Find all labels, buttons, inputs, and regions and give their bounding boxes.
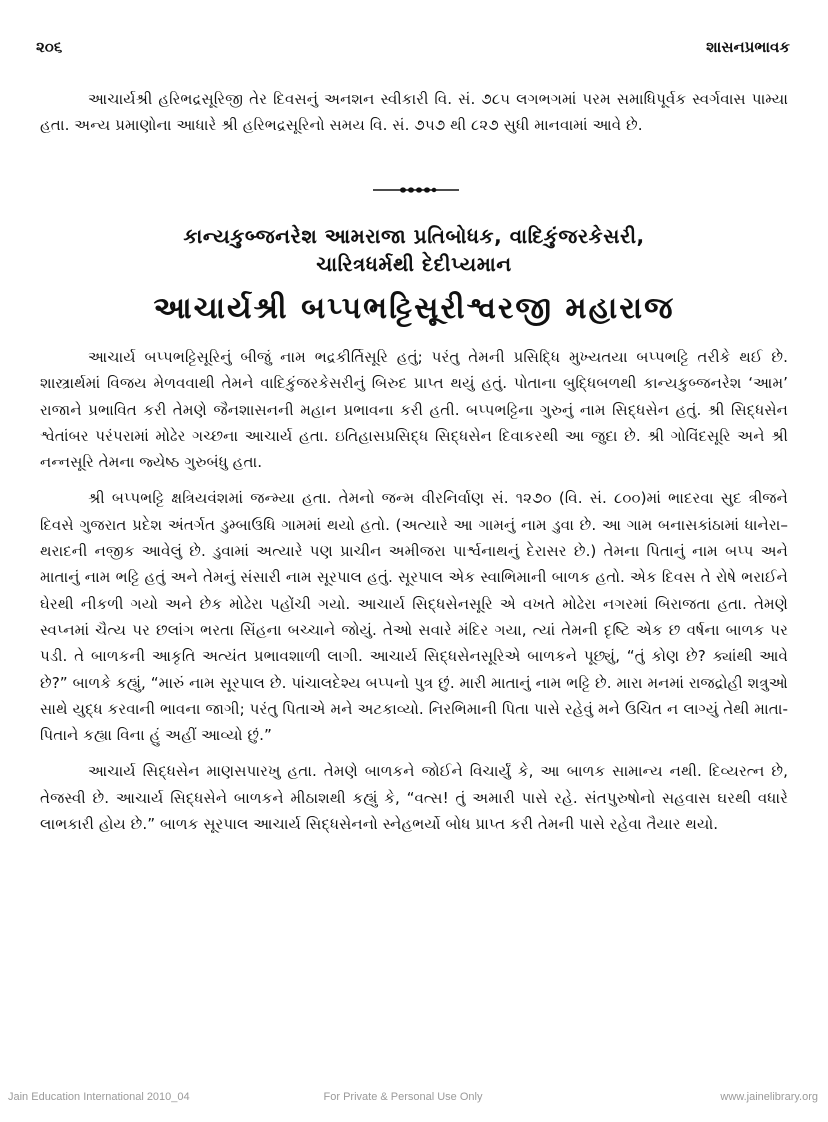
chapter-subtitle-line-1: કાન્યકુબ્જનરેશ આમરાજા પ્રતિબોધક, વાદિકુંજરકેસરી,	[183, 224, 645, 248]
running-title: શાસનપ્રભાવક	[706, 38, 790, 56]
intro-paragraph: આચાર્યશ્રી હરિભદ્રસૂરિજી તેર દિવસનું અનશન સ્વીકારી વિ. સં. ૭૮૫ લગભગમાં પરમ સમાધિપૂર્વક સ્વર્ગવાસ પામ્યા હતા. અન્ય પ્રમાણોના આધારે શ્રી હરિભદ્રસૂરિનો સમય વિ. સં. ૭૫૭ થી ૮૨૭ સુધી માનવામાં આવે છે.	[40, 90, 788, 135]
ornamental-divider-icon	[373, 184, 459, 196]
chapter-title: આચાર્યશ્રી બપ્પભટ્ટિસૂરીશ્વરજી મહારાજ	[153, 291, 675, 326]
footer-website-link[interactable]: www.jainelibrary.org	[720, 1091, 818, 1103]
intro-section	[40, 86, 788, 139]
body-paragraph-2: શ્રી બપ્પભટ્ટિ ક્ષત્રિયવંશમાં જન્મ્યા હતા. તેમનો જન્મ વીરનિર્વાણ સં. ૧૨૭૦ (વિ. સં. ૮૦૦)માં ભાદરવા સુદ ત્રીજને દિવસે ગુજરાત પ્રદેશ અંતર્ગત ડુમ્બાઉધિ ગામમાં થયો હતો. (અત્યારે આ ગામનું નામ ડુવા છે. આ ગામ બનાસકાંઠામાં ધાનેરા–થરાદની નજીક આવેલું છે. ડુવામાં અત્યારે પણ પ્રાચીન અમીજરા પાર્શ્વનાથનું દેરાસર છે.) તેમના પિતાનું નામ બપ્પ અને માતાનું નામ ભટ્ટિ હતું અને તેમનું સંસારી નામ સૂરપાલ હતું. સૂરપાલ એક સ્વાભિમાની બાળક હતો. એક દિવસ તે રોષે ભરાઈને ઘેરથી નીકળી ગયો અને છેક મોઢેરા પહોંચી ગયો. આચાર્ય સિદ્ધસેનસૂરિ એ વખતે મોઢેરા નગરમાં બિરાજતા હતા. તેમણે સ્વપ્નમાં ચૈત્ય પર છલાંગ ભરતા સિંહના બચ્ચાને જોયું. તેઓ સવારે મંદિર ગયા, ત્યાં તેમની દૃષ્ટિ એક છ વર્ષના બાળક પર પડી. તે બાળકની આકૃતિ અત્યંત પ્રભાવશાળી લાગી. આચાર્ય સિદ્ધસેનસૂરિએ બાળકને પૂછ્યું, “તું કોણ છે? ક્યાંથી આવે છે?” બાળકે કહ્યું, “મારું નામ સૂરપાલ છે. પાંચાલદેશ્ય બપ્પનો પુત્ર છું. મારી માતાનું નામ ભટ્ટિ છે. મારા મનમાં રાજદ્રોહી શત્રુઓ સાથે યુદ્ધ કરવાની ભાવના જાગી; પરંતુ પિતાએ મને અટકાવ્યો. નિરભિમાની પિતા પાસે રહેવું મને ઉચિત ન લાગ્યું તેથી માતા-પિતાને કહ્યા વિના હું અહીં આવ્યો છું.”	[40, 489, 788, 745]
footer-publisher: Jain Education International 2010_04	[8, 1091, 190, 1103]
body-section	[40, 344, 788, 837]
body-paragraph-3: આચાર્ય સિદ્ધસેન માણસપારખુ હતા. તેમણે બાળકને જોઈને વિચાર્યું કે, આ બાળક સામાન્ય નથી. દિવ્યરત્ન છે, તેજસ્વી છે. આચાર્ય સિદ્ધસેને બાળકને મીઠાશથી કહ્યું કે, “વત્સ! તું અમારી પાસે રહે. સંતપુરુષોનો સહવાસ ઘરથી વધારે લાભકારી હોય છે.” બાળક સૂરપાલ આચાર્ય સિદ્ધસેનનો સ્નેહભર્યો બોધ પ્રાપ્ત કરી તેમની પાસે રહેવા તૈયાર થયો.	[40, 762, 788, 834]
chapter-title-block	[0, 222, 828, 328]
footer-usage-notice: For Private & Personal Use Only	[323, 1091, 483, 1103]
chapter-subtitle-line-2: ચારિત્રધર્મથી દેદીપ્યમાન	[316, 252, 512, 276]
body-paragraph-1: આચાર્ય બપ્પભટ્ટિસૂરિનું બીજું નામ ભદ્રકીર્તિસૂરિ હતું; પરંતુ તેમની પ્રસિદ્ધિ મુખ્યતયા બપ્પભટ્ટિ તરીકે થઈ છે. શાસ્ત્રાર્થમાં વિજય મેળવવાથી તેમને વાદિકુંજરકેસરીનું બિરુદ પ્રાપ્ત થયું હતું. પોતાના બુદ્ધિબળથી કાન્યકુબ્જનરેશ ‘આમ’ રાજાને પ્રભાવિત કરી તેમણે જૈનશાસનની મહાન પ્રભાવના કરી હતી. બપ્પભટ્ટિના ગુરુનું નામ સિદ્ધસેન હતું. શ્રી સિદ્ધસેન શ્વેતાંબર પરંપરામાં મોઢેર ગચ્છના આચાર્ય હતા. ઇતિહાસપ્રસિદ્ધ સિદ્ધસેન દિવાકરથી આ જુદા છે. શ્રી ગોવિંદસૂરિ અને શ્રી નન્નસૂરિ તેમના જ્યેષ્ઠ ગુરુબંધુ હતા.	[40, 348, 788, 472]
page-footer	[8, 1091, 818, 1103]
ornamental-rule-icon	[373, 184, 459, 196]
running-header	[36, 38, 790, 62]
page-number: ૨૦૬	[36, 38, 63, 56]
